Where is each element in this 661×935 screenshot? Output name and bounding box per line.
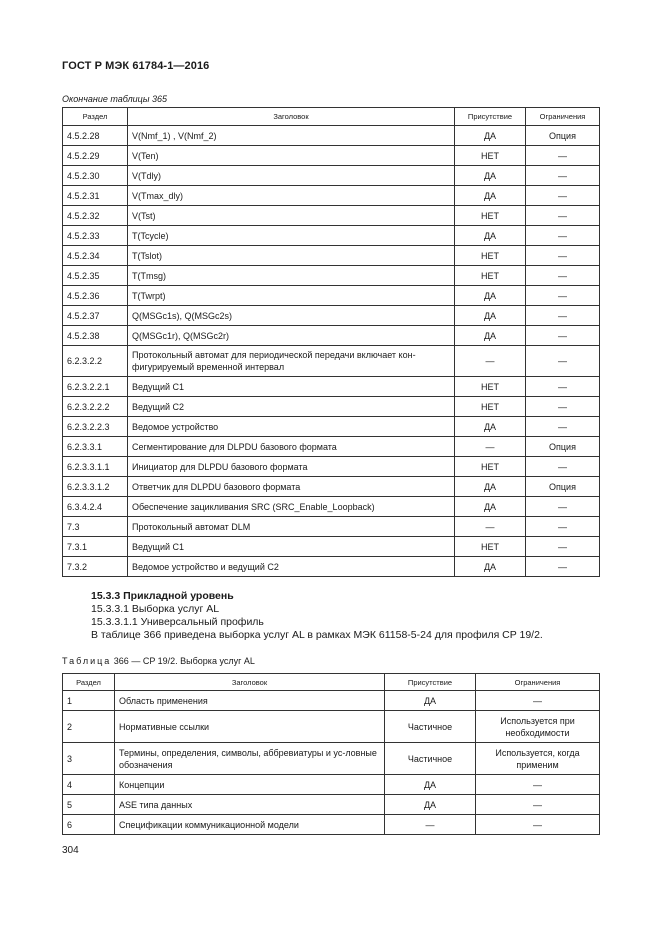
cell-presence: — [455,346,526,377]
cell-constraints: — [526,186,600,206]
column-header: Ограничения [476,674,600,691]
cell-presence: НЕТ [455,266,526,286]
cell-section: 3 [63,743,115,775]
column-header: Присутствие [455,108,526,126]
table-365 [62,107,600,577]
cell-section: 6.2.3.3.1.1 [63,457,128,477]
cell-title: Q(MSGc1r), Q(MSGc2r) [128,326,455,346]
cell-presence: Частичное [385,743,476,775]
cell-constraints: — [526,286,600,306]
table-366 [62,673,600,835]
cell-section: 6.2.3.2.2 [63,346,128,377]
cell-title: T(Tcycle) [128,226,455,246]
table-row [63,306,600,326]
cell-constraints: — [526,266,600,286]
table-row [63,775,600,795]
cell-title: Нормативные ссылки [115,711,385,743]
cell-presence: ДА [455,326,526,346]
table-header-row [63,674,600,691]
table-row [63,126,600,146]
cell-presence: — [385,815,476,835]
cell-title: Протокольный автомат DLM [128,517,455,537]
cell-constraints: — [526,497,600,517]
cell-section: 4.5.2.30 [63,166,128,186]
table-row [63,537,600,557]
cell-section: 7.3.2 [63,557,128,577]
cell-section: 6.2.3.2.2.1 [63,377,128,397]
table-row [63,815,600,835]
table-row [63,346,600,377]
cell-title: T(Tmsg) [128,266,455,286]
cell-section: 4 [63,775,115,795]
cell-constraints: Используется, когда применим [476,743,600,775]
cell-constraints: — [526,226,600,246]
table-row [63,497,600,517]
cell-title: Ведомое устройство [128,417,455,437]
cell-title: ASE типа данных [115,795,385,815]
table-row [63,557,600,577]
cell-section: 2 [63,711,115,743]
table-row [63,711,600,743]
cell-constraints: — [526,457,600,477]
table-row [63,691,600,711]
column-header: Заголовок [115,674,385,691]
cell-constraints: — [526,206,600,226]
table-366-caption [62,656,255,666]
cell-constraints: Опция [526,477,600,497]
cell-section: 6.2.3.2.2.2 [63,397,128,417]
cell-presence: ДА [385,775,476,795]
cell-title: V(Tmax_dly) [128,186,455,206]
cell-constraints: Опция [526,126,600,146]
cell-presence: ДА [455,226,526,246]
table-row [63,326,600,346]
cell-title: Обеспечение зацикливания SRC (SRC_Enable_Loopback) [128,497,455,517]
cell-title: Ведущий C1 [128,537,455,557]
table-header-row [63,108,600,126]
cell-presence: НЕТ [455,206,526,226]
cell-presence: ДА [455,126,526,146]
cell-constraints: — [526,397,600,417]
column-header: Заголовок [128,108,455,126]
cell-constraints: Опция [526,437,600,457]
cell-presence: НЕТ [455,397,526,417]
cell-title: V(Nmf_1) , V(Nmf_2) [128,126,455,146]
cell-presence: НЕТ [455,377,526,397]
cell-title: T(Twrpt) [128,286,455,306]
cell-title: Спецификации коммуникационной модели [115,815,385,835]
cell-section: 4.5.2.29 [63,146,128,166]
table-row [63,795,600,815]
cell-section: 1 [63,691,115,711]
column-header: Ограничения [526,108,600,126]
cell-presence: ДА [455,286,526,306]
cell-section: 6 [63,815,115,835]
table-row [63,286,600,306]
cell-title: T(Tslot) [128,246,455,266]
cell-title: Q(MSGc1s), Q(MSGc2s) [128,306,455,326]
cell-presence: ДА [385,691,476,711]
cell-title: V(Ten) [128,146,455,166]
table-row [63,206,600,226]
cell-constraints: — [526,557,600,577]
cell-section: 4.5.2.32 [63,206,128,226]
table-row [63,477,600,497]
column-header: Раздел [63,108,128,126]
table-365-caption: Окончание таблицы 365 [62,94,167,104]
cell-constraints: — [526,146,600,166]
cell-presence: ДА [455,166,526,186]
cell-constraints: — [526,537,600,557]
table-row [63,146,600,166]
cell-title: V(Tdly) [128,166,455,186]
cell-constraints: — [476,815,600,835]
table-row [63,517,600,537]
table-row [63,226,600,246]
cell-presence: ДА [455,306,526,326]
cell-constraints: — [526,517,600,537]
cell-section: 6.2.3.2.2.3 [63,417,128,437]
cell-title: Ведомое устройство и ведущий C2 [128,557,455,577]
table-row [63,246,600,266]
column-header: Присутствие [385,674,476,691]
cell-constraints: — [476,691,600,711]
cell-constraints: — [526,306,600,326]
cell-title: Инициатор для DLPDU базового формата [128,457,455,477]
section-paragraph: В таблице 366 приведена выборка услуг AL в рамках МЭК 61158-5-24 для профиля CP 19/2. [91,629,543,641]
cell-section: 4.5.2.28 [63,126,128,146]
cell-title: Область применения [115,691,385,711]
cell-constraints: — [526,377,600,397]
cell-presence: Частичное [385,711,476,743]
cell-presence: ДА [385,795,476,815]
cell-section: 7.3.1 [63,537,128,557]
cell-presence: ДА [455,186,526,206]
cell-section: 4.5.2.34 [63,246,128,266]
cell-constraints: — [526,417,600,437]
table-row [63,457,600,477]
subsection-title: 15.3.3.1 Выборка услуг AL [91,603,220,615]
cell-title: Концепции [115,775,385,795]
caption-prefix: Таблица [62,656,112,666]
cell-constraints: Используется при необходимости [476,711,600,743]
cell-title: Ведущий C2 [128,397,455,417]
cell-presence: ДА [455,417,526,437]
table-row [63,266,600,286]
table-row [63,417,600,437]
cell-title: Термины, определения, символы, аббревиатуры и ус-ловные обозначения [115,743,385,775]
cell-title: Ведущий C1 [128,377,455,397]
cell-constraints: — [526,326,600,346]
cell-presence: ДА [455,477,526,497]
document-header: ГОСТ Р МЭК 61784-1—2016 [62,60,210,72]
page-number: 304 [62,845,79,856]
table-row [63,377,600,397]
table-row [63,166,600,186]
cell-presence: НЕТ [455,457,526,477]
section-title: 15.3.3 Прикладной уровень [91,590,234,602]
cell-section: 6.3.4.2.4 [63,497,128,517]
table-row [63,186,600,206]
cell-section: 6.2.3.3.1 [63,437,128,457]
cell-presence: НЕТ [455,246,526,266]
table-row [63,397,600,417]
cell-section: 5 [63,795,115,815]
cell-title: V(Tst) [128,206,455,226]
cell-section: 7.3 [63,517,128,537]
cell-title: Сегментирование для DLPDU базового формата [128,437,455,457]
cell-presence: — [455,437,526,457]
cell-constraints: — [526,346,600,377]
cell-section: 4.5.2.31 [63,186,128,206]
caption-text: 366 — CP 19/2. Выборка услуг AL [111,656,255,666]
cell-section: 4.5.2.37 [63,306,128,326]
cell-presence: ДА [455,557,526,577]
cell-constraints: — [526,246,600,266]
cell-section: 4.5.2.35 [63,266,128,286]
cell-section: 4.5.2.36 [63,286,128,306]
cell-title: Ответчик для DLPDU базового формата [128,477,455,497]
cell-constraints: — [476,775,600,795]
cell-section: 4.5.2.33 [63,226,128,246]
cell-presence: — [455,517,526,537]
subsubsection-title: 15.3.3.1.1 Универсальный профиль [91,616,264,628]
column-header: Раздел [63,674,115,691]
table-row [63,743,600,775]
cell-presence: НЕТ [455,537,526,557]
cell-presence: ДА [455,497,526,517]
cell-presence: НЕТ [455,146,526,166]
cell-section: 6.2.3.3.1.2 [63,477,128,497]
cell-title: Протокольный автомат для периодической передачи включает кон-фигурируемый временной интервал [128,346,455,377]
cell-constraints: — [476,795,600,815]
table-row [63,437,600,457]
cell-section: 4.5.2.38 [63,326,128,346]
cell-constraints: — [526,166,600,186]
